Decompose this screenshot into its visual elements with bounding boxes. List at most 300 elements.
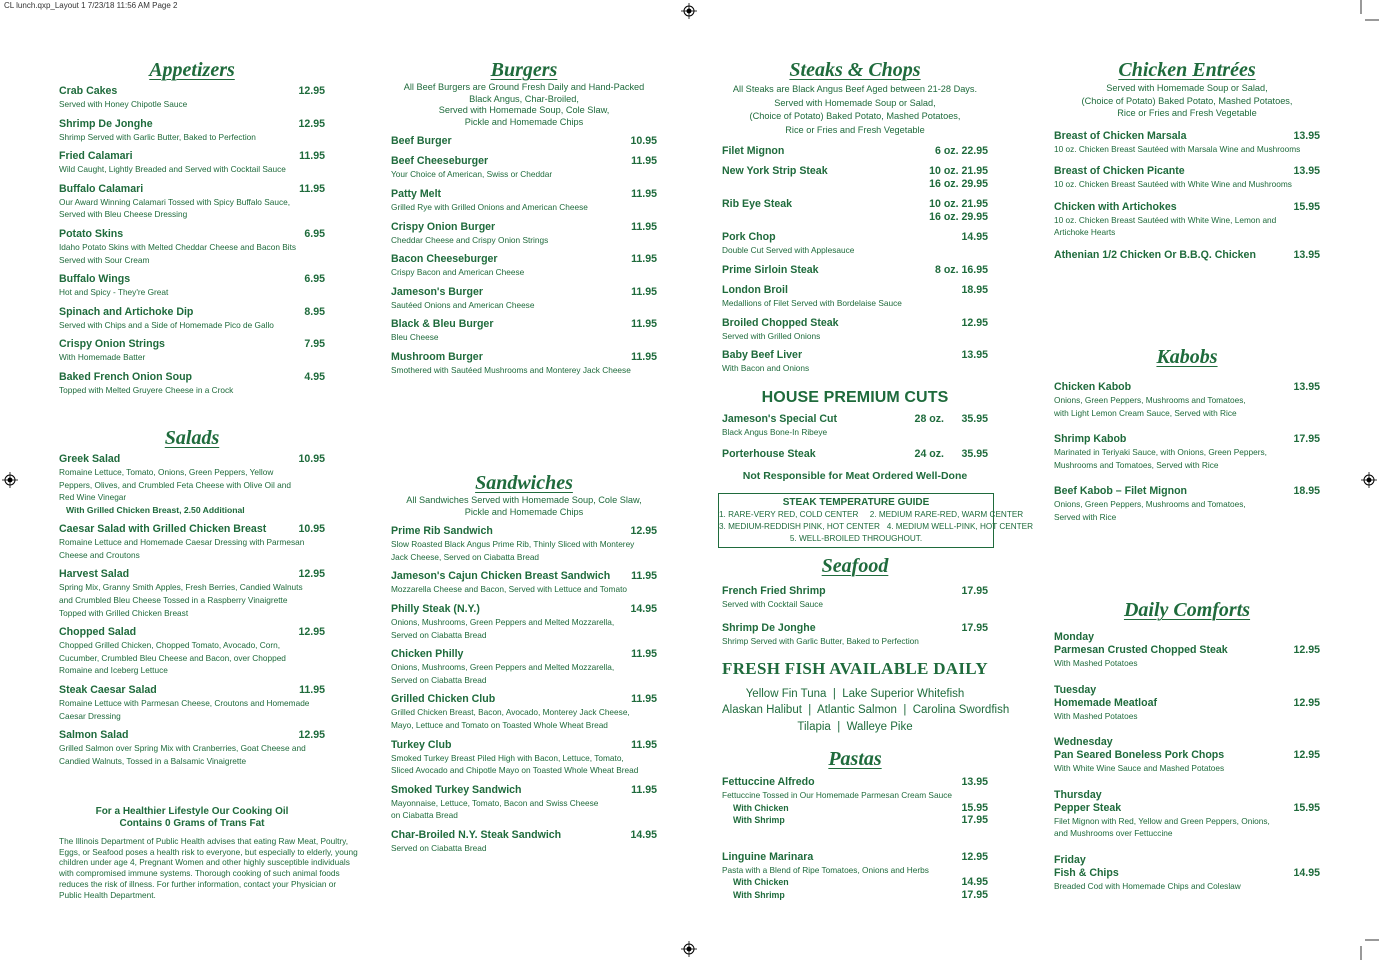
item-name: Jameson's Cajun Chicken Breast Sandwich [391,570,611,583]
item-description: Sautéed Onions and American Cheese [391,299,535,310]
item-row [722,776,988,789]
item-price: 4.95 [304,370,325,383]
item-row [59,150,325,163]
item-row [1054,749,1320,762]
menu-item [59,684,325,722]
fish-list [722,686,1010,735]
item-description: Served with Grilled Onions [722,330,821,341]
item-name: Filet Mignon [722,145,785,158]
option-label: With Shrimp [733,815,785,826]
menu-column-3 [719,0,1034,960]
item-name: Pork Chop [722,231,776,244]
item-day: Monday [1054,631,1095,643]
item-price: 8.95 [304,305,325,318]
section-title: Sandwiches [475,472,573,494]
item-description: Served with Rice [1054,511,1117,522]
item-description: Idaho Potato Skins with Melted Cheddar Cheese and Bacon Bits [59,241,297,252]
item-description: Grilled Salmon over Spring Mix with Cranberries, Goat Cheese and [59,743,306,754]
text-line: Pickle and Homemade Chips [464,506,584,517]
item-name: Fettuccine Alfredo [722,776,815,788]
seafood-list [722,585,988,647]
item-day: Wednesday [1054,736,1113,749]
option-label: With Shrimp [733,889,785,900]
item-price: 11.95 [631,648,657,661]
item-description: Served with Sour Cream [59,254,150,265]
item-name: Broiled Chopped Steak [722,316,839,329]
section-title: Seafood [821,555,889,577]
item-row [722,231,988,244]
item-description: Grilled Chicken Breast, Bacon, Avocado, Monterey Jack Cheese, [391,707,630,718]
item-name: Crab Cakes [59,85,118,97]
item-price: 12.95 [298,85,325,97]
item-description: Shrimp Served with Garlic Butter, Baked to Perfection [59,131,256,142]
item-price [935,264,988,277]
item-option [722,889,988,902]
section-title: Chicken Entrées [1118,59,1256,81]
item-row [391,221,657,234]
item-row [59,523,325,536]
item-description: Slow Roasted Black Angus Prime Rib, Thinly Sliced with Monterey [391,539,635,550]
item-description: Your Choice of American, Swiss or Cheddar [391,169,553,180]
item-row [391,648,657,661]
burgers-list [391,135,657,376]
text-line: Rice or Fries and Fresh Vegetable [785,124,925,135]
steak-temperature-guide [718,493,1034,548]
option-price: 15.95 [961,801,988,814]
item-description: Served with Bleu Cheese Dressing [59,209,188,220]
burgers-section [391,58,657,384]
menu-item [59,729,325,767]
text-line: Served with Homemade Soup, Cole Slaw, [438,105,610,116]
item-price: 11.95 [631,693,657,706]
item-description: Pasta with a Blend of Ripe Tomatoes, Onions and Herbs [722,864,929,875]
menu-item [391,739,657,777]
menu-item [391,318,657,344]
menu-item [391,221,657,247]
item-name: Shrimp De Jonghe [722,621,816,634]
registration-mark-icon [681,3,697,19]
item-price [935,145,988,158]
item-description: Candied Walnuts, Tossed in a Balsamic Vinaigrette [59,755,247,766]
item-row [722,264,988,277]
item-row [59,118,325,131]
kabobs-list [1054,381,1320,524]
item-description: Romaine Lettuce and Homemade Caesar Dressing with Parmesan [59,537,305,548]
item-row [722,585,988,598]
menu-item [391,784,657,822]
menu-item [722,284,988,310]
price-line: 10 oz. 21.95 [929,165,988,178]
item-description: Chopped Grilled Chicken, Chopped Tomato, Avocado, Corn, [59,640,281,651]
item-name: Patty Melt [391,187,442,200]
text-line: Black Angus, Char-Broiled, [469,93,579,104]
item-name: Harvest Salad [59,568,130,581]
item-row [391,829,657,842]
item-name: Porterhouse Steak [722,447,816,460]
text-line: All Beef Burgers are Ground Fresh Daily and Hand-Packed [403,82,645,92]
item-description: Breaded Cod with Homemade Chips and Coleslaw [1054,880,1241,891]
sandwiches-intro [391,495,657,518]
item-name: Jameson's Special Cut [722,413,837,425]
item-price: 18.95 [1293,485,1320,498]
menu-item [722,165,988,191]
item-price: 11.95 [299,182,325,195]
item-price: 12.95 [630,525,657,538]
item-description: With White Wine Sauce and Mashed Potatoes [1054,763,1225,774]
text-line: (Choice of Potato) Baked Potato, Mashed Potatoes, [1081,95,1293,106]
text-line: children under age 4, Pregnant Women and other highly susceptible individuals [59,857,350,868]
option-price: 17.95 [961,888,988,901]
menu-item [722,317,988,343]
sandwiches-list [391,525,657,854]
print-slug: CL lunch.qxp_Layout 1 7/23/18 11:56 AM Page 2 [4,1,178,10]
item-description: and Crumbled Bleu Cheese Tossed in a Raspberry Vinaigrette [59,595,288,606]
item-description: With Mashed Potatoes [1054,710,1138,721]
item-price: 14.95 [630,828,657,841]
item-name: Pan Seared Boneless Pork Chops [1054,749,1225,762]
item-description: Topped with Grilled Chicken Breast [59,607,189,618]
appetizers-section [59,58,325,404]
item-description: Hot and Spicy - They're Great [59,287,169,298]
item-price [929,198,988,224]
item-row [1054,165,1320,178]
menu-item [391,603,657,641]
item-row [722,413,988,426]
kabobs-section [1054,345,1320,538]
menu-item [391,155,657,181]
section-title: Salads [164,427,220,449]
item-price: 13.95 [961,776,988,788]
item-option [722,876,988,889]
item-name: Baked French Onion Soup [59,370,193,383]
guide-lines [719,509,1034,545]
item-description: Spring Mix, Granny Smith Apples, Fresh Berries, Candied Walnuts [59,582,303,593]
price-line: 16 oz. 29.95 [929,211,988,224]
text-line: 3. MEDIUM-REDDISH PINK, HOT CENTER 4. MEDIUM WELL-PINK, HOT CENTER [719,522,1034,531]
item-description: Served on Ciabatta Bread [391,842,487,853]
menu-item [59,568,325,619]
item-row [1054,201,1320,214]
menu-item [722,776,988,827]
menu-item [391,351,657,377]
text-line: Served with Homemade Soup or Salad, [774,97,936,108]
item-description: With Homemade Batter [59,352,146,363]
item-description: and Mushrooms over Fettuccine [1054,828,1173,839]
item-price: 14.95 [630,602,657,615]
menu-item [391,829,657,855]
menu-item [59,228,325,266]
item-description: Smothered with Sautéed Mushrooms and Monterey Jack Cheese [391,364,631,375]
item-row [391,135,657,148]
item-row [1054,433,1320,446]
menu-item [1054,130,1320,156]
item-name: Chicken Kabob [1054,381,1132,393]
item-row [1054,381,1320,394]
item-description: Double Cut Served with Applesauce [722,245,855,256]
item-name: London Broil [722,283,788,296]
item-size: 24 oz. [914,447,944,460]
price-line: 18.95 [961,283,988,296]
menu-item [722,349,988,375]
price-line: 10 oz. 21.95 [929,198,988,211]
menu-column-2 [391,0,657,960]
text-line: 5. WELL-BROILED THROUGHOUT. [789,534,923,543]
item-row [391,351,657,364]
healthy-line-2: Contains 0 Grams of Trans Fat [119,818,265,830]
text-line: Public Health Department. [59,889,156,900]
appetizers-list [59,85,325,397]
steaks-section [722,58,988,382]
item-name: Grilled Chicken Club [391,693,496,706]
item-price: 11.95 [631,220,657,233]
item-name: Philly Steak (N.Y.) [391,602,480,615]
chicken-section [1054,58,1320,272]
item-name: Fish & Chips [1054,866,1119,879]
item-name: Greek Salad [59,453,121,465]
crop-mark-icon [1340,0,1379,24]
item-name: Salmon Salad [59,729,129,742]
item-row [722,448,988,461]
item-row [59,453,325,466]
menu-item [59,118,325,144]
item-description: Onions, Green Peppers, Mushrooms and Tomatoes, [1054,499,1246,510]
menu-item [1054,381,1320,419]
item-description: With Bacon and Onions [722,363,810,374]
steaks-intro [722,83,988,137]
registration-mark-icon [1361,472,1377,488]
item-name: Spinach and Artichoke Dip [59,305,194,318]
item-name: Fried Calamari [59,150,133,163]
item-row [59,228,325,241]
section-title: Burgers [490,59,558,81]
item-description: Sliced Avocado and Chipotle Mayo on Toasted Whole Wheat Bread [391,765,639,776]
item-name: Shrimp Kabob [1054,433,1127,446]
item-row [391,570,657,583]
item-name: Baby Beef Liver [722,349,803,362]
item-name: Shrimp De Jonghe [59,117,153,130]
item-description: Cucumber, Crumbled Bleu Cheese and Bacon, over Chopped [59,652,286,663]
item-description: Crispy Bacon and American Cheese [391,267,525,278]
menu-item [722,198,988,224]
menu-item [1054,201,1320,239]
item-row [59,729,325,742]
item-description: Fettuccine Tossed in Our Homemade Parmesan Cream Sauce [722,790,952,800]
price-line: 8 oz. 16.95 [935,263,988,276]
item-description: Mushrooms and Tomatoes, Served with Rice [1054,459,1219,470]
item-description: With Mashed Potatoes [1054,658,1138,668]
item-price: 11.95 [631,285,657,298]
item-description: Our Award Winning Calamari Tossed with Spicy Buffalo Sauce, [59,196,291,207]
item-description: Smoked Turkey Breast Piled High with Bacon, Lettuce, Tomato, [391,752,624,763]
item-row [722,349,988,362]
item-name: Smoked Turkey Sandwich [391,783,522,796]
item-name: Jameson's Burger [391,285,484,298]
price-line: 6 oz. 22.95 [935,145,988,158]
item-price: 11.95 [631,570,657,583]
item-name: Prime Rib Sandwich [391,525,493,538]
healthy-lifestyle-note [59,806,358,901]
item-description: Cheese and Croutons [59,549,140,560]
item-description: Onions, Mushrooms, Green Peppers and Melted Mozzarella, [391,616,615,627]
option-label: With Chicken [733,877,789,888]
comforts-list [1054,631,1320,893]
fresh-fish-section [722,659,1010,735]
item-name: Prime Sirloin Steak [722,263,819,276]
item-price [961,317,988,330]
item-row [59,568,325,581]
item-price: 12.95 [1293,644,1320,656]
menu-item [722,264,988,277]
item-price: 35.95 [961,447,988,460]
section-title: Appetizers [149,59,235,81]
item-description: with Light Lemon Cream Sauce, Served with Rice [1054,407,1237,418]
item-description: Served with Honey Chipotle Sauce [59,99,188,109]
item-day: Tuesday [1054,683,1097,696]
text-line: Yellow Fin Tuna | Lake Superior Whitefish [745,688,965,700]
item-description: 10 oz. Chicken Breast Sautéed with Marsala Wine and Mushrooms [1054,143,1301,154]
item-price: 6.95 [304,227,325,240]
item-name: Parmesan Crusted Chopped Steak [1054,644,1228,656]
menu-item [391,135,657,148]
salads-list [59,453,325,767]
item-description: Served with Chips and a Side of Homemade Pico de Gallo [59,319,274,330]
item-price: 11.95 [631,318,657,331]
menu-column-4 [1054,0,1320,960]
item-description: Grilled Rye with Grilled Onions and American Cheese [391,201,588,212]
item-name: Mushroom Burger [391,350,483,363]
text-line: reduces the risk of illness. For further information, contact your Physician or [59,879,337,889]
price-line: 14.95 [961,231,988,244]
menu-item [722,851,988,902]
menu-item [59,338,325,364]
item-description: Served with Cocktail Sauce [722,599,823,609]
item-description: on Ciabatta Bread [391,810,458,821]
text-line: Served with Homemade Soup or Salad, [1106,83,1268,93]
health-notice [59,835,358,901]
menu-item [391,188,657,214]
menu-item [1054,433,1320,471]
item-name: Beef Kabob – Filet Mignon [1054,485,1188,498]
item-description: 10 oz. Chicken Breast Sautéed with White Wine, Lemon and [1054,214,1277,225]
item-description: 10 oz. Chicken Breast Sautéed with White Wine and Mushrooms [1054,179,1292,190]
item-description: Marinated in Teriyaki Sauce, with Onions, Green Peppers, [1054,447,1267,458]
menu-item [59,273,325,299]
menu-item [1054,736,1320,775]
menu-item [59,85,325,111]
item-price: 13.95 [1293,248,1320,261]
menu-item [59,183,325,221]
item-row [391,603,657,616]
chicken-list [1054,130,1320,262]
item-row [59,338,325,351]
item-description: Topped with Melted Gruyere Cheese in a Crock [59,384,234,395]
item-description: Mayo, Lettuce and Tomato on Toasted Whole Wheat Bread [391,719,608,730]
option-label: With Chicken [733,802,789,813]
burgers-intro [391,82,657,128]
item-name: French Fried Shrimp [722,585,826,597]
text-line: Rice or Fries and Fresh Vegetable [1117,108,1257,118]
menu-item [59,523,325,561]
item-price [929,165,988,191]
item-name: Beef Burger [391,135,452,148]
item-price: 10.95 [630,135,657,148]
premium-list [722,413,988,461]
seafood-section [722,554,988,658]
item-row [391,188,657,201]
item-row [1054,867,1320,880]
menu-item [1054,684,1320,723]
chicken-intro [1054,82,1320,120]
menu-item [391,253,657,279]
item-price: 13.95 [1293,129,1320,142]
item-row [1054,802,1320,815]
item-description: Onions, Green Peppers, Mushrooms and Tomatoes, [1054,395,1246,405]
menu-column-1 [59,0,358,960]
item-name: Turkey Club [391,738,452,751]
item-price: 11.95 [299,684,325,697]
text-line: All Steaks are Black Angus Beef Aged between 21-28 Days. [732,84,978,94]
menu-item [59,150,325,176]
item-price: 12.95 [1293,696,1320,709]
item-name: Char-Broiled N.Y. Steak Sandwich [391,828,562,841]
item-name: Rib Eye Steak [722,198,793,211]
item-name: New York Strip Steak [722,165,828,178]
item-price: 12.95 [298,626,325,639]
item-description: Peppers, Olives, and Crumbled Feta Cheese with Olive Oil and [59,479,291,490]
item-row [722,317,988,330]
item-row [391,253,657,266]
item-price: 6.95 [304,273,325,286]
item-price: 11.95 [631,738,657,751]
item-name: Caesar Salad with Grilled Chicken Breast [59,523,267,536]
item-description: Jack Cheese, Served on Ciabatta Bread [391,551,540,562]
fresh-fish-title: FRESH FISH AVAILABLE DAILY [722,659,988,678]
item-row [391,693,657,706]
menu-item [59,453,325,516]
item-description: Artichoke Hearts [1054,227,1116,238]
item-price: 10.95 [298,523,325,536]
item-name: Beef Cheeseburger [391,155,489,168]
steaks-list [722,145,988,374]
item-description: Onions, Mushrooms, Green Peppers and Melted Mozzarella, [391,662,615,673]
item-price: 11.95 [631,783,657,796]
item-price: 12.95 [961,850,988,863]
item-price: 11.95 [631,187,657,200]
registration-mark-icon [681,941,697,957]
menu-item [59,306,325,332]
item-price: 7.95 [304,338,325,351]
item-price: 12.95 [1293,749,1320,762]
item-description: Wild Caught, Lightly Breaded and Served with Cocktail Sauce [59,164,286,175]
item-description: Served on Ciabatta Bread [391,674,487,685]
item-option [722,814,988,827]
item-row [391,739,657,752]
price-line: 16 oz. 29.95 [929,178,988,191]
item-price [961,284,988,297]
menu-item [722,413,988,439]
text-line: Pickle and Homemade Chips [464,116,584,127]
text-line: (Choice of Potato) Baked Potato, Mashed Potatoes, [749,111,961,122]
item-name: Bacon Cheeseburger [391,253,498,266]
item-name: Potato Skins [59,227,124,240]
menu-item [722,622,988,648]
item-row [722,622,988,635]
menu-item [1054,854,1320,893]
item-description: Mayonnaise, Lettuce, Tomato, Bacon and Swiss Cheese [391,797,599,808]
item-row [722,284,988,297]
item-price: 14.95 [1293,866,1320,879]
item-name: Pepper Steak [1054,801,1122,814]
